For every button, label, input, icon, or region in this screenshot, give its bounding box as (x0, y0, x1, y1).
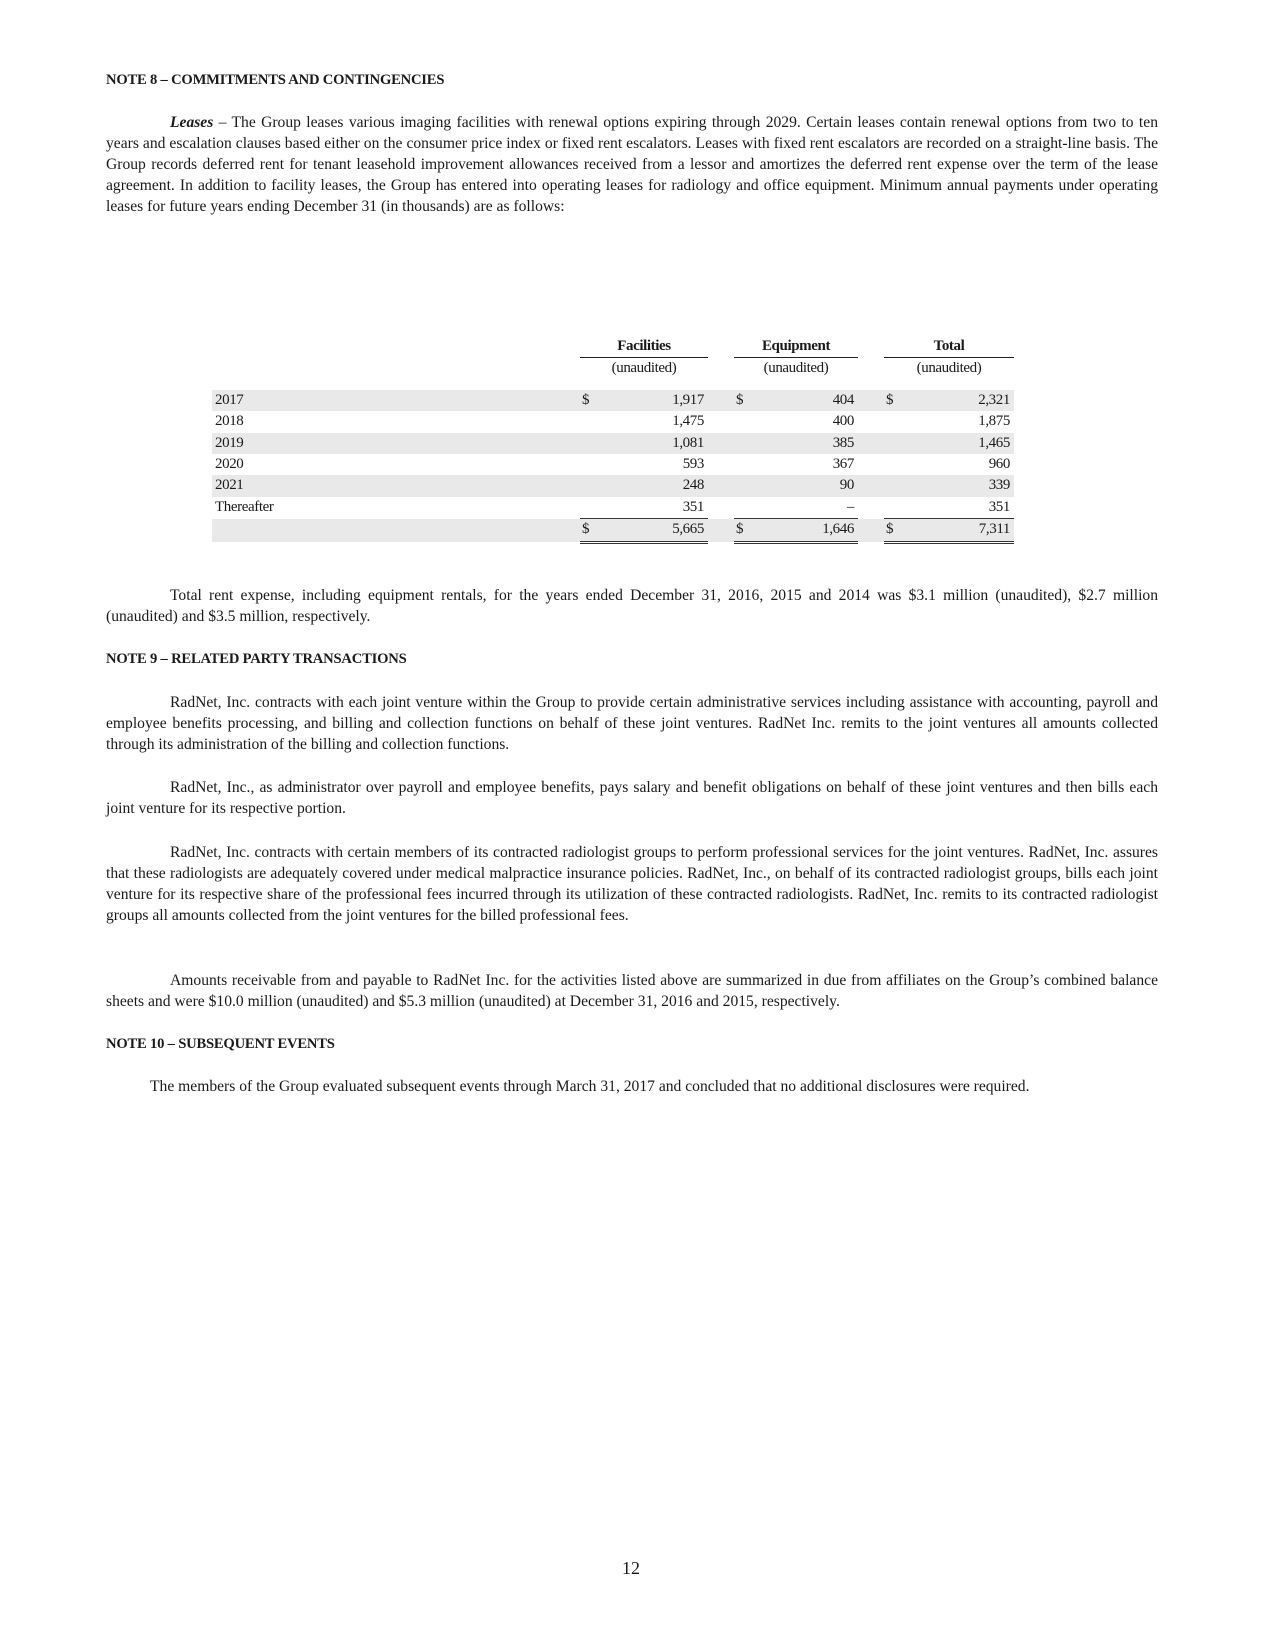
cell-facilities: 1,917 (604, 390, 708, 411)
table-row (212, 433, 1014, 454)
cell-total: 2,321 (908, 390, 1014, 411)
col-sub-facilities: (unaudited) (611, 360, 677, 377)
cell-total: 1,465 (908, 433, 1014, 454)
currency-symbol: $ (884, 390, 908, 411)
cell-total: 339 (908, 475, 1014, 496)
table-row (212, 475, 1014, 496)
currency-symbol: $ (734, 390, 758, 411)
currency-symbol: $ (884, 519, 908, 542)
col-header-equipment: Equipment (734, 336, 858, 358)
row-year: 2018 (215, 413, 244, 430)
note-10-heading: NOTE 10 – SUBSEQUENT EVENTS (106, 1036, 335, 1052)
col-header-facilities: Facilities (580, 336, 708, 358)
lease-payments-table (212, 336, 1014, 544)
total-facilities: 5,665 (604, 519, 708, 542)
table-row (212, 390, 1014, 411)
row-year: 2017 (212, 390, 580, 411)
table-header-row (212, 336, 1014, 358)
cell-total: 1,875 (978, 413, 1010, 430)
cell-total: 960 (988, 456, 1010, 473)
cell-facilities: 593 (682, 456, 704, 473)
currency-symbol: $ (580, 519, 604, 542)
leases-term: Leases (170, 114, 214, 131)
note-8-heading: NOTE 8 – COMMITMENTS AND CONTINGENCIES (106, 72, 445, 88)
related-party-paragraph-4: Amounts receivable from and payable to RadNet Inc. for the activities listed above are summarized in due from affiliates on the Group’s combined balance sheets and were $10.0 million (unaudited) and $5.3 million (unaudited) at December 31, 2016 and 2015, respectively. (106, 972, 1158, 1010)
cell-total: 351 (988, 498, 1010, 515)
row-year: 2019 (212, 433, 580, 454)
cell-equipment: 385 (758, 433, 858, 454)
table-total-row (212, 519, 1014, 542)
table-row (212, 411, 1014, 432)
subsequent-events-paragraph: The members of the Group evaluated subsequent events through March 31, 2017 and concluded that no additional disclosures were required. (150, 1078, 1030, 1095)
col-sub-equipment: (unaudited) (763, 360, 829, 377)
table-row (212, 497, 1014, 519)
leases-paragraph (106, 112, 1158, 217)
cell-facilities: 248 (604, 475, 708, 496)
page-number: 12 (622, 1558, 640, 1578)
rent-expense-paragraph: Total rent expense, including equipment rentals, for the years ended December 31, 2016, 2015 and 2014 was $3.1 million (unaudited), $2.7 million (unaudited) and $3.5 million, respectively. (106, 587, 1158, 625)
table-subheader-row (212, 358, 1014, 380)
cell-equipment: 400 (832, 413, 854, 430)
related-party-paragraph-3: RadNet, Inc. contracts with certain members of its contracted radiologist groups to perform professional services for the joint ventures. RadNet, Inc. assures that these radiologists are adequately covered under medical malpractice insurance policies. RadNet, Inc., on behalf of its contracted radiologist groups, bills each joint venture for its respective share of the professional fees incurred through its utilization of these contracted radiologists. RadNet, Inc. remits to its contracted radiologist groups all amounts collected from the joint ventures for the billed professional fees. (106, 844, 1158, 924)
col-header-total: Total (884, 336, 1014, 358)
cell-equipment: 367 (832, 456, 854, 473)
leases-text: – The Group leases various imaging facilities with renewal options expiring through 2029. Certain leases contain renewal options from two to ten years and escalation clauses based either on the consumer price index or fixed rent escalators. Leases with fixed rent escalators are recorded on a straight-line basis. The Group records deferred rent for tenant leasehold improvement allowances received from a lessor and amortizes the deferred rent expense over the term of the lease agreement. In addition to facility leases, the Group has entered into operating leases for radiology and office equipment. Minimum annual payments under operating leases for future years ending December 31 (in thousands) are as follows: (106, 114, 1158, 215)
row-year: 2020 (215, 456, 244, 473)
cell-equipment: – (846, 498, 854, 515)
row-year: Thereafter (215, 499, 274, 516)
cell-facilities: 1,081 (604, 433, 708, 454)
cell-facilities: 351 (682, 498, 704, 515)
related-party-paragraph-1: RadNet, Inc. contracts with each joint venture within the Group to provide certain administrative services including assistance with accounting, payroll and employee benefits processing, and billing and collection functions on behalf of these joint ventures. RadNet Inc. remits to the joint ventures all amounts collected through its administration of the billing and collection functions. (106, 694, 1158, 753)
currency-symbol: $ (580, 390, 604, 411)
cell-equipment: 90 (758, 475, 858, 496)
cell-equipment: 404 (758, 390, 858, 411)
table-row (212, 454, 1014, 475)
currency-symbol: $ (734, 519, 758, 542)
total-equipment: 1,646 (758, 519, 858, 542)
related-party-paragraph-2: RadNet, Inc., as administrator over payroll and employee benefits, pays salary and benefit obligations on behalf of these joint ventures and then bills each joint venture for its respective portion. (106, 779, 1158, 817)
note-9-heading: NOTE 9 – RELATED PARTY TRANSACTIONS (106, 651, 407, 667)
row-year: 2021 (212, 475, 580, 496)
cell-facilities: 1,475 (672, 413, 704, 430)
total-total: 7,311 (908, 519, 1014, 542)
col-sub-total: (unaudited) (916, 360, 982, 377)
